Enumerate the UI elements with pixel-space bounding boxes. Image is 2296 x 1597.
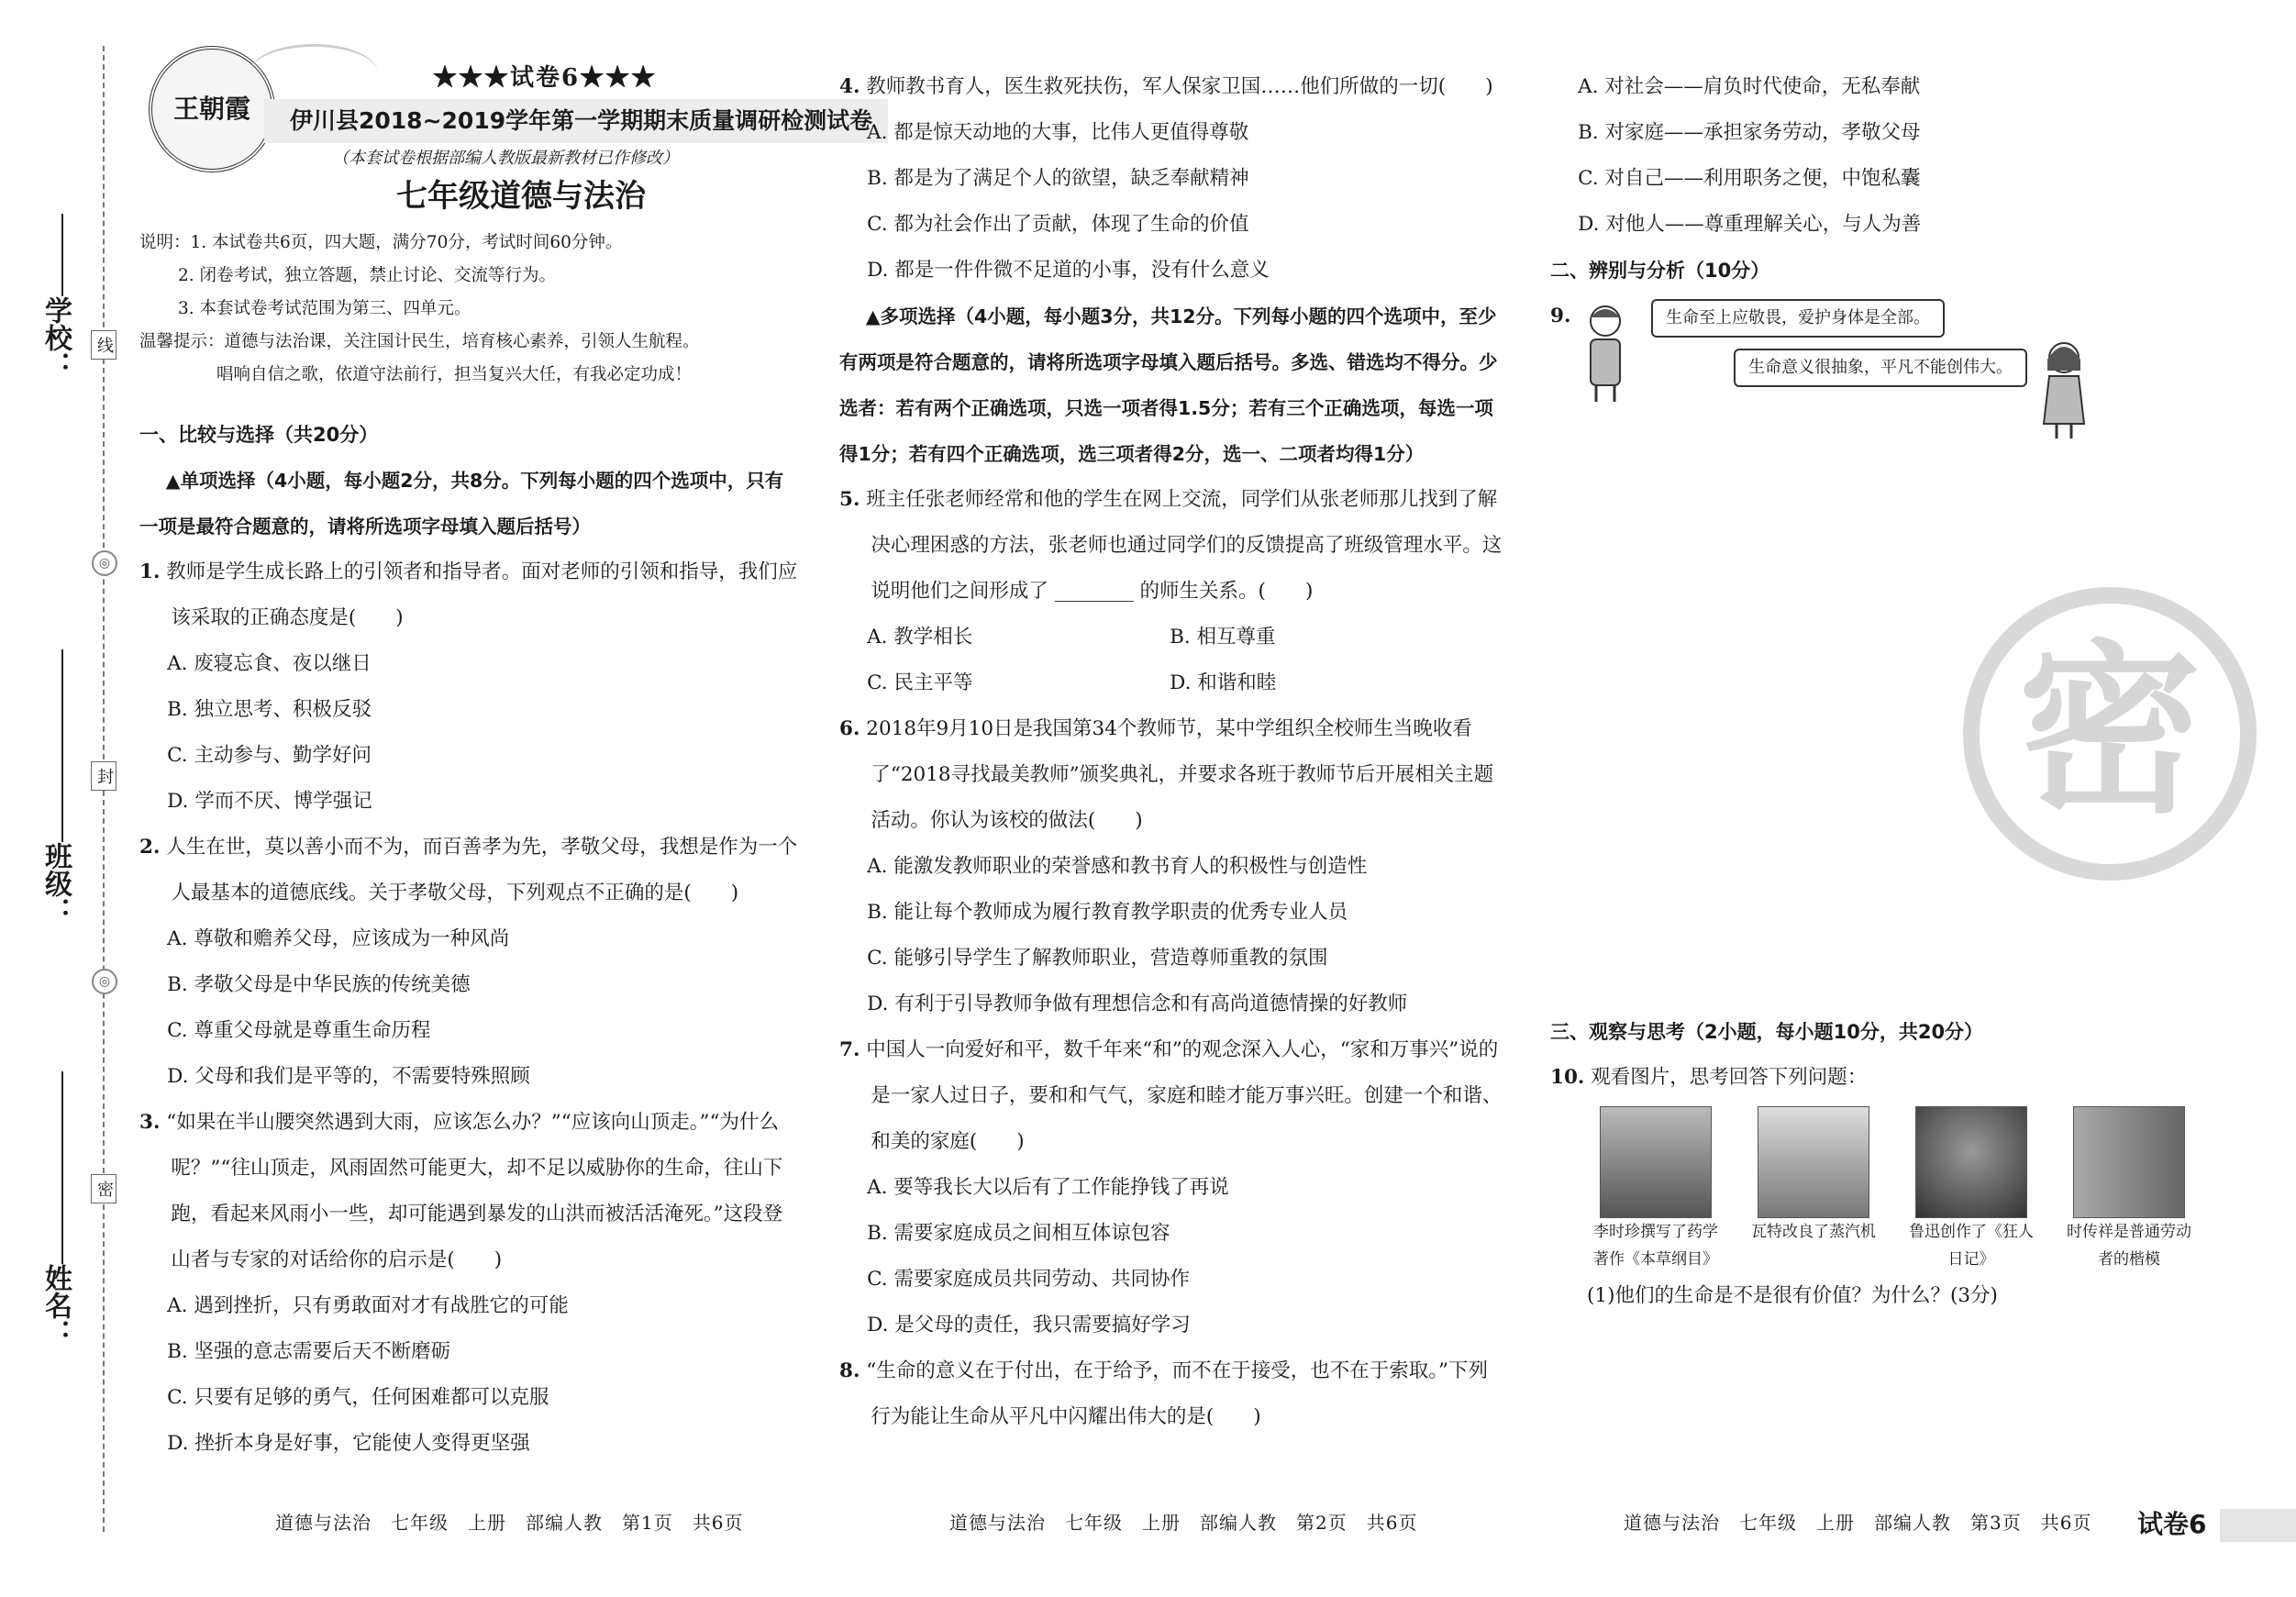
exam-title: 伊川县2018~2019学年第一学期期末质量调研检测试卷 xyxy=(264,99,888,143)
option-d: D. 学而不厌、博学强记 xyxy=(167,790,372,813)
question-number: 2. xyxy=(139,836,161,859)
option-c: C. 对自己——利用职务之便，中饱私囊 xyxy=(1578,167,1921,190)
instructions xyxy=(139,227,800,392)
name-underline xyxy=(61,1071,63,1264)
question-number: 3. xyxy=(139,1111,161,1134)
question-number: 4. xyxy=(839,75,860,98)
boy-figure-icon xyxy=(1578,303,1633,404)
question-3 xyxy=(139,1100,800,1467)
picture-caption: 时传祥是普通劳动者的楷模 xyxy=(2067,1223,2191,1269)
question-stem: 观看图片，思考回答下列问题： xyxy=(1591,1066,1868,1089)
question-1 xyxy=(139,549,800,825)
corner-bar xyxy=(2220,1509,2296,1542)
option-d: D. 是父母的责任，我只需要搞好学习 xyxy=(867,1314,1191,1336)
page-2 xyxy=(839,64,1504,1440)
multi-choice-instructions: ▲多项选择（4小题，每小题3分，共12分。下列每小题的四个选项中，至少有两项是符合题意的，请将所选项字母填入题后括号。多选、错选均不得分。少选者：若有两个正确选项，只选一项者得1.5分；若有三个正确选项，每选一项得1分；若有四个正确选项，选三项者得2分，选一、二项者均得1分） xyxy=(839,305,1498,465)
option-a: A. 都是惊天动地的大事，比伟人更值得尊敬 xyxy=(867,121,1249,144)
class-underline xyxy=(61,649,63,842)
instruction-line: 温馨提示：道德与法治课，关注国计民生，培育核心素养，引领人生航程。 xyxy=(139,332,700,351)
question-stem: 教师是学生成长路上的引领者和指导者。面对老师的引领和指导，我们应该采取的正确态度是( ) xyxy=(166,560,798,629)
question-stem: 2018年9月10日是我国第34个教师节，某中学组织全校师生当晚收看了“2018寻找最美教师”颁奖典礼，并要求各班于教师节后开展相关主题活动。你认为该校的做法( ) xyxy=(866,717,1494,832)
instruction-line: 说明：1. 本试卷共6页，四大题，满分70分，考试时间60分钟。 xyxy=(139,233,623,252)
picture-item xyxy=(1902,1106,2040,1273)
question-8-options xyxy=(1550,64,2257,248)
question-6 xyxy=(839,706,1504,1027)
shi-chuanxiang-photo xyxy=(2073,1106,2185,1218)
seal-mark-3: 密 xyxy=(91,1174,116,1203)
option-a: A. 要等我长大以后有了工作能挣钱了再说 xyxy=(867,1176,1229,1199)
picture-caption: 李时珍撰写了药学著作《本草纲目》 xyxy=(1593,1223,1718,1269)
speech-bubble-1: 生命至上应敬畏，爱护身体是全部。 xyxy=(1651,299,1945,338)
option-d: D. 挫折本身是好事，它能使人变得更坚强 xyxy=(167,1432,530,1455)
section-3-title: 三、观察与思考（2小题，每小题10分，共20分） xyxy=(1550,1021,1984,1043)
question-2 xyxy=(139,825,800,1100)
option-b: B. 能让每个教师成为履行教育教学职责的优秀专业人员 xyxy=(867,901,1348,924)
speech-bubble-2: 生命意义很抽象，平凡不能创伟大。 xyxy=(1734,349,2027,387)
option-c: C. 都为社会作出了贡献，体现了生命的价值 xyxy=(867,213,1249,236)
option-d: D. 都是一件件微不足道的小事，没有什么意义 xyxy=(867,259,1270,282)
picture-caption: 瓦特改良了蒸汽机 xyxy=(1751,1223,1876,1241)
option-b: B. 独立思考、积极反驳 xyxy=(167,698,372,721)
name-field[interactable] xyxy=(35,1064,90,1347)
option-a: A. 尊敬和赡养父母，应该成为一种风尚 xyxy=(167,927,510,950)
option-b: B. 对家庭——承担家务劳动，孝敬父母 xyxy=(1578,121,1921,144)
option-c: C. 民主平等 xyxy=(867,671,973,694)
option-a: A. 遇到挫折，只有勇敢面对才有战胜它的可能 xyxy=(167,1294,569,1317)
lu-xun-photo xyxy=(1915,1106,2027,1218)
school-label: 学校： xyxy=(39,296,72,379)
option-b: B. 坚强的意志需要后天不断磨砺 xyxy=(167,1340,451,1363)
question-8 xyxy=(839,1348,1504,1440)
option-a: A. 教学相长 xyxy=(867,626,973,649)
school-underline xyxy=(61,214,63,296)
picture-caption: 鲁迅创作了《狂人日记》 xyxy=(1909,1223,2034,1269)
instruction-line: 3. 本套试卷考试范围为第三、四单元。 xyxy=(178,299,471,318)
question-stem: “如果在半山腰突然遇到大雨，应该怎么办？”“应该向山顶走。”“为什么呢？”“往山顶走，风雨固然可能更大，却不足以威胁你的生命，往山下跑，看起来风雨小一些，却可能遇到暴发的山洪而被活活淹死。”这段登山者与专家的对话给你的启示是( ) xyxy=(166,1111,783,1271)
li-shizhen-photo xyxy=(1600,1106,1712,1218)
footer-page-3: 道德与法治 七年级 上册 部编人教 第3页 共6页 xyxy=(1624,1512,2092,1534)
ribbon-decoration xyxy=(250,44,378,102)
option-b: B. 需要家庭成员之间相互体谅包容 xyxy=(867,1222,1170,1245)
instruction-line: 2. 闭卷考试，独立答题，禁止讨论、交流等行为。 xyxy=(178,266,557,285)
option-c: C. 需要家庭成员共同劳动、共同协作 xyxy=(867,1268,1190,1291)
question-4 xyxy=(839,64,1504,294)
options-row xyxy=(839,660,1504,706)
option-c: C. 尊重父母就是尊重生命历程 xyxy=(167,1019,431,1042)
section-2-title: 二、辨别与分析（10分） xyxy=(1550,260,1770,282)
girl-figure-icon xyxy=(2036,339,2091,440)
question-stem: 教师教书育人，医生救死扶伤，军人保家卫国……他们所做的一切( ) xyxy=(866,75,1493,98)
footer-page-1: 道德与法治 七年级 上册 部编人教 第1页 共6页 xyxy=(275,1512,744,1534)
question-5 xyxy=(839,477,1504,706)
question-number: 5. xyxy=(839,488,860,511)
option-a: A. 能激发教师职业的荣誉感和教书育人的积极性与创造性 xyxy=(867,855,1368,878)
brand-logo: 王朝霞 xyxy=(149,46,275,172)
binding-hole-icon: ◎ xyxy=(92,969,117,994)
picture-item xyxy=(1587,1106,1725,1273)
question-number: 10. xyxy=(1550,1066,1585,1089)
question-number: 1. xyxy=(139,560,161,583)
school-field[interactable] xyxy=(35,206,90,379)
option-b: B. 都是为了满足个人的欲望，缺乏奉献精神 xyxy=(867,167,1249,190)
binding-hole-icon: ◎ xyxy=(92,550,117,576)
seal-mark-2: 封 xyxy=(91,761,116,791)
option-b: B. 相互尊重 xyxy=(1170,626,1276,649)
question-number: 6. xyxy=(839,717,860,740)
seal-mark-1: 线 xyxy=(91,330,116,360)
option-c: C. 能够引导学生了解教师职业，营造尊师重教的氛围 xyxy=(867,947,1328,970)
name-label: 姓名： xyxy=(39,1264,72,1347)
question-number: 7. xyxy=(839,1038,860,1061)
question-number: 9. xyxy=(1550,305,1571,327)
question-stem: 班主任张老师经常和他的学生在网上交流，同学们从张老师那儿找到了解决心理困惑的方法，张老师也通过同学们的反馈提高了班级管理水平。这说明他们之间形成了 ________ 的师生关系。( ) xyxy=(866,488,1503,603)
question-9 xyxy=(1550,294,2257,459)
class-field[interactable] xyxy=(35,642,90,925)
option-d: D. 有利于引导教师争做有理想信念和有高尚道德情操的好教师 xyxy=(867,993,1408,1015)
option-a: A. 废寝忘食、夜以继日 xyxy=(167,652,372,675)
exam-header xyxy=(139,37,873,216)
option-a: A. 对社会——肩负时代使命，无私奉献 xyxy=(1578,75,1921,98)
option-d: D. 父母和我们是平等的，不需要特殊照顾 xyxy=(167,1065,530,1088)
option-d: D. 和谐和睦 xyxy=(1170,671,1277,694)
question-stem: “生命的意义在于付出，在于给予，而不在于接受，也不在于索取。”下列行为能让生命从平凡中闪耀出伟大的是( ) xyxy=(866,1359,1489,1428)
page-1 xyxy=(139,37,873,1467)
watt-statue-photo xyxy=(1758,1106,1869,1218)
question-7 xyxy=(839,1027,1504,1348)
options-row xyxy=(839,615,1504,660)
edition-note: （本套试卷根据部编人教版最新教材已作修改） xyxy=(332,149,679,168)
class-label: 班级： xyxy=(39,842,72,925)
picture-item xyxy=(2060,1106,2198,1273)
question-number: 8. xyxy=(839,1359,860,1382)
option-c: C. 主动参与、勤学好问 xyxy=(167,744,372,767)
single-choice-instructions: ▲单项选择（4小题，每小题2分，共8分。下列每小题的四个选项中，只有一项是最符合题意的，请将所选项字母填入题后括号） xyxy=(139,470,784,538)
sub-question-1: (1)他们的生命是不是很有价值？为什么？(3分) xyxy=(1587,1284,1998,1307)
binding-strip xyxy=(0,0,138,1597)
seal-watermark-icon: 密 xyxy=(1963,587,2257,881)
subject-title: 七年级道德与法治 xyxy=(396,178,646,215)
option-b: B. 孝敬父母是中华民族的传统美德 xyxy=(167,973,471,996)
option-d: D. 对他人——尊重理解关心，与人为善 xyxy=(1578,213,1922,236)
picture-row xyxy=(1550,1106,2257,1273)
paper-tag: ★★★试卷6★★★ xyxy=(433,64,658,92)
footer-page-2: 道德与法治 七年级 上册 部编人教 第2页 共6页 xyxy=(949,1512,1418,1534)
section-1-title: 一、比较与选择（共20分） xyxy=(139,424,379,446)
question-stem: 人生在世，莫以善小而不为，而百善孝为先，孝敬父母，我想是作为一个人最基本的道德底线。关于孝敬父母，下列观点不正确的是( ) xyxy=(166,836,798,904)
paper-tag-bottom: 试卷6 xyxy=(2137,1509,2207,1539)
question-10 xyxy=(1550,1055,2257,1319)
option-c: C. 只要有足够的勇气，任何困难都可以克服 xyxy=(167,1386,549,1409)
picture-item xyxy=(1745,1106,1882,1273)
instruction-line: 唱响自信之歌，依道守法前行，担当复兴大任，有我必定功成！ xyxy=(216,365,693,384)
question-stem: 中国人一向爱好和平，数千年来“和”的观念深入人心，“家和万事兴”说的是一家人过日子，要和和气气，家庭和睦才能万事兴旺。创建一个和谐、和美的家庭( ) xyxy=(866,1038,1503,1153)
